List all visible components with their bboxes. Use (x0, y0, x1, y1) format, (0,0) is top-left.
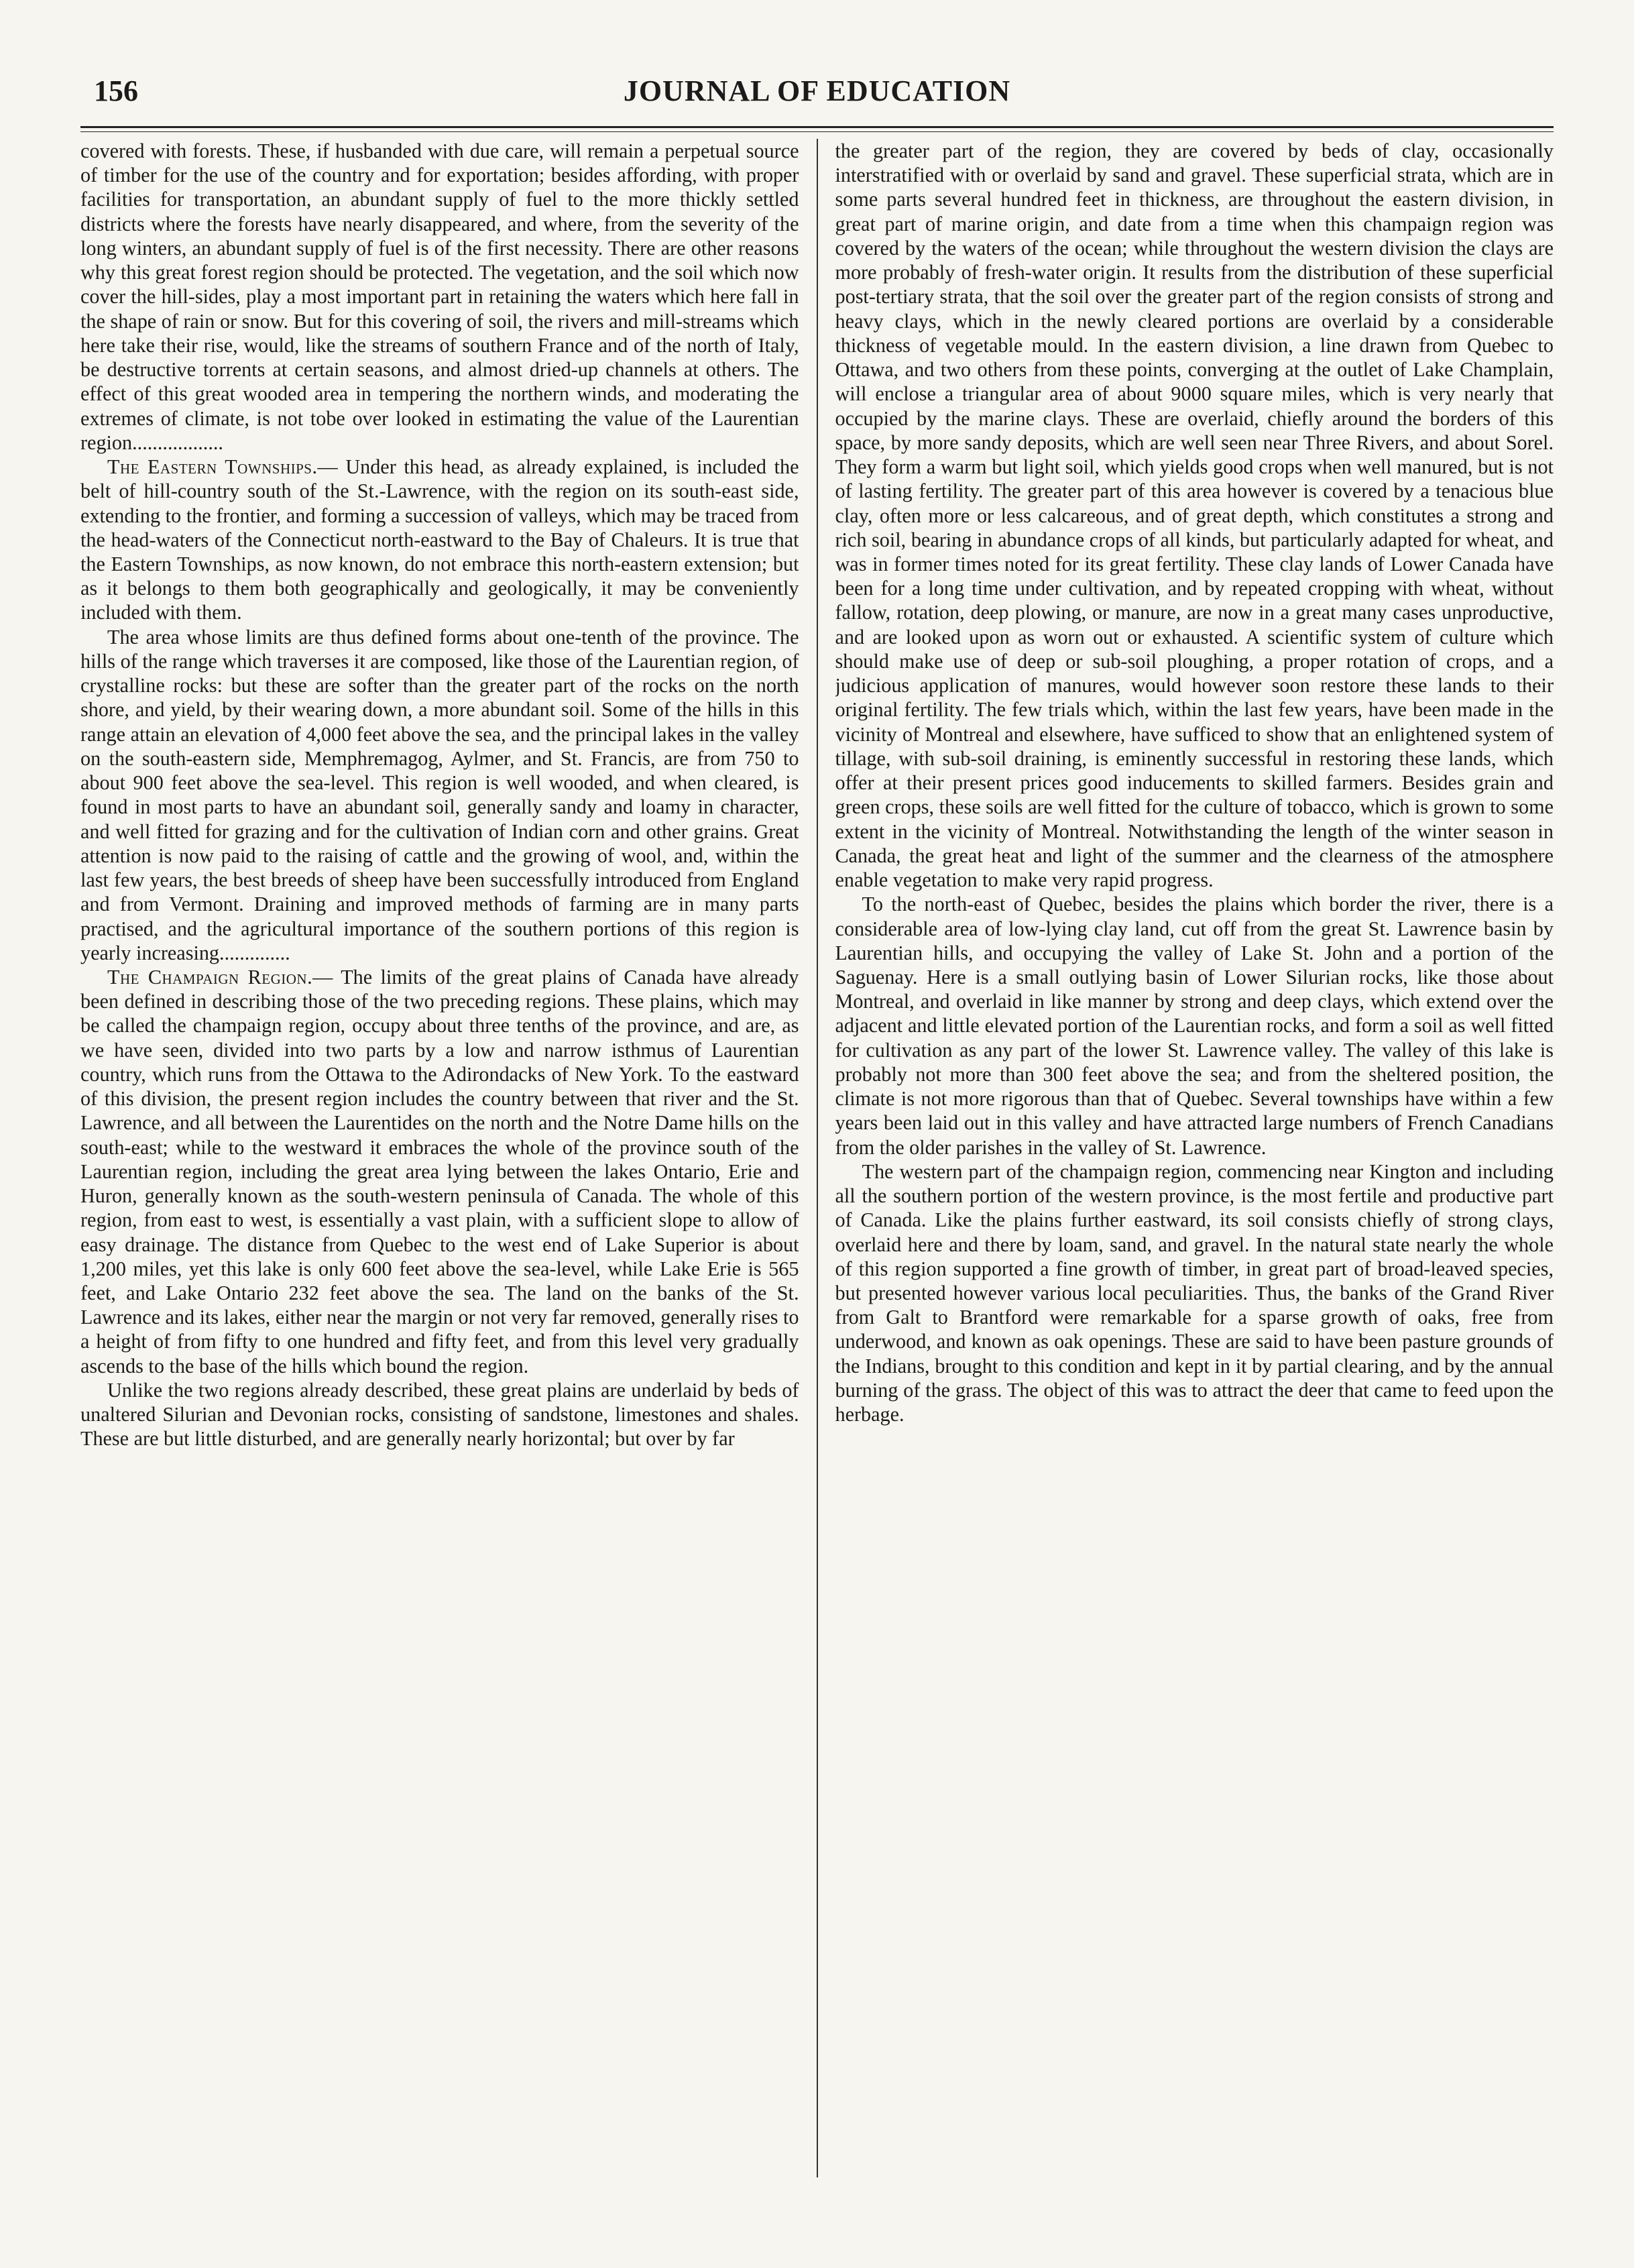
header-rule-thin (80, 131, 1554, 132)
paragraph: Unlike the two regions already described, these great plains are underlaid by beds of unaltered Silurian and Devonian rocks, consisting of sandstone, limestones and shales. These are but little disturbed, and are generally nearly horizontal; but over by far (80, 1378, 799, 1451)
text-columns (80, 139, 1554, 2177)
page-number: 156 (94, 74, 138, 107)
left-column (80, 139, 799, 2177)
paragraph-body: — Under this head, as already explained, is included the belt of hill-country south of the St.-Lawrence, with the region on its south-east side, extending to the frontier, and forming a succession of valleys, which may be traced from the head-waters of the Connecticut north-eastward to the Bay of Chaleurs. It is true that the Eastern Townships, as now known, do not embrace this north-eastern extension; but as it belongs to them both geographically and geologically, it may be conveniently included with them. (80, 455, 799, 624)
paragraph (80, 965, 799, 1378)
header-rule (80, 126, 1554, 128)
paragraph (80, 455, 799, 625)
section-heading: The Eastern Townships. (107, 455, 318, 479)
journal-title: JOURNAL OF EDUCATION (623, 74, 1011, 107)
right-column (835, 139, 1554, 2177)
paragraph: the greater part of the region, they are covered by beds of clay, occasionally interstratified with or overlaid by sand and gravel. These superficial strata, which are in some parts several hundred feet in thickness, are throughout the eastern division, in great part of marine origin, and date from a time when this champaign region was covered by the waters of the ocean; while throughout the western division the clays are more probably of fresh-water origin. It results from the distribution of these superficial post-tertiary strata, that the soil over the greater part of the region consists of strong and heavy clays, which in the newly cleared portions are overlaid by a considerable thickness of vegetable mould. In the eastern division, a line drawn from Quebec to Ottawa, and two others from these points, converging at the outlet of Lake Champlain, will enclose a triangular area of about 9000 square miles, which is very nearly that occupied by the marine clays. These are overlaid, chiefly around the borders of this space, by more sandy deposits, which are well seen near Three Rivers, and about Sorel. They form a warm but light soil, which yields good crops when well manured, but is not of lasting fertility. The greater part of this area however is covered by a tenacious blue clay, often more or less calcareous, and of great depth, which constitutes a strong and rich soil, bearing in abundance crops of all kinds, but particularly adapted for wheat, and was in former times noted for its great fertility. These clay lands of Lower Canada have been for a long time under cultivation, and by repeated cropping with wheat, without fallow, rotation, deep plowing, or manure, are now in a great many cases unproductive, and are looked upon as worn out or exhausted. A scientific system of culture which should make use of deep or sub-soil ploughing, a proper rotation of crops, and a judicious application of manures, would however soon restore these lands to their original fertility. The few trials which, within the last few years, have been made in the vicinity of Montreal and elsewhere, have sufficed to show that an enlightened system of tillage, with sub-soil draining, is eminently successful in restoring these lands, which offer at their present prices good inducements to skilled farmers. Besides grain and green crops, these soils are well fitted for the culture of tobacco, which is grown to some extent in the vicinity of Montreal. Notwithstanding the length of the winter season in Canada, the great heat and light of the summer and the clearness of the atmosphere enable vegetation to make very rapid progress. (835, 139, 1554, 892)
paragraph-body: — The limits of the great plains of Canada have already been defined in describing those of the two preceding regions. These plains, which may be called the champaign region, occupy about three tenths of the province, and are, as we have seen, divided into two parts by a low and narrow isthmus of Laurentian country, which runs from the Ottawa to the Adirondacks of New York. To the eastward of this division, the present region includes the country between that river and the St. Lawrence, and all between the Laurentides on the north and the Notre Dame hills on the south-east; while to the westward it embraces the whole of the province south of the Laurentian region, including the great area lying between the lakes Ontario, Erie and Huron, generally known as the south-western peninsula of Canada. The whole of this region, from east to west, is essentially a vast plain, with a sufficient slope to allow of easy drainage. The distance from Quebec to the west end of Lake Superior is about 1,200 miles, yet this lake is only 600 feet above the sea-level, while Lake Erie is 565 feet, and Lake Ontario 232 feet above the sea. The land on the banks of the St. Lawrence and its lakes, either near the margin or not very far removed, generally rises to a height of from fifty to one hundred and fifty feet, and from this level very gradually ascends to the base of the hills which bound the region. (80, 965, 799, 1377)
section-heading: The Champaign Region. (107, 965, 313, 988)
paragraph: The western part of the champaign region, commencing near Kington and including all the southern portion of the western province, is the most fertile and productive part of Canada. Like the plains further eastward, its soil consists chiefly of strong clays, overlaid here and there by loam, sand, and gravel. In the natural state nearly the whole of this region supported a fine growth of timber, in great part of broad-leaved species, but presented however various local peculiarities. Thus, the banks of the Grand River from Galt to Brantford were remarkable for a sparse growth of oaks, free from underwood, and known as oak openings. These are said to have been pasture grounds of the Indians, brought to this condition and kept in it by partial clearing, and by the annual burning of the grass. The object of this was to attract the deer that came to feed upon the herbage. (835, 1159, 1554, 1426)
column-divider (817, 139, 818, 2177)
paragraph: To the north-east of Quebec, besides the plains which border the river, there is a considerable area of low-lying clay land, cut off from the great St. Lawrence basin by Laurentian hills, and occupying the valley of Lake St. John and a portion of the Saguenay. Here is a small outlying basin of Lower Silurian rocks, like those about Montreal, and overlaid in like manner by strong and deep clays, which extend over the adjacent and little elevated portion of the Laurentian rocks, and form a soil as well fitted for cultivation as any part of the lower St. Lawrence valley. The valley of this lake is probably not more than 300 feet above the sea; and from the sheltered position, the climate is not more rigorous than that of Quebec. Several townships have within a few years been laid out in this valley and have attracted large numbers of French Canadians from the older parishes in the valley of St. Lawrence. (835, 893, 1554, 1159)
paragraph: The area whose limits are thus defined forms about one-tenth of the province. The hills of the range which traverses it are composed, like those of the Laurentian region, of crystalline rocks: but these are softer than the greater part of the rocks on the north shore, and yield, by their wearing down, a more abundant soil. Some of the hills in this range attain an elevation of 4,000 feet above the sea, and the principal lakes in the valley on the south-eastern side, Memphremagog, Aylmer, and St. Francis, are from 750 to about 900 feet above the sea-level. This region is well wooded, and when cleared, is found in most parts to have an abundant soil, generally sandy and loamy in character, and well fitted for grazing and for the cultivation of Indian corn and other grains. Great attention is now paid to the raising of cattle and the growing of wool, and, within the last few years, the best breeds of sheep have been successfully introduced from England and from Vermont. Draining and improved methods of farming are in many parts practised, and the agricultural importance of the southern portions of this region is yearly increasing.............. (80, 625, 799, 964)
page-header (80, 67, 1554, 114)
paragraph: covered with forests. These, if husbanded with due care, will remain a perpetual source of timber for the use of the country and for exportation; besides affording, with proper facilities for transportation, an abundant supply of fuel to the more thickly settled districts where the forests have nearly disappeared, and where, from the severity of the long winters, an abundant supply of fuel is of the first necessity. There are other reasons why this great forest region should be protected. The vegetation, and the soil which now cover the hill-sides, play a most important part in retaining the waters which here fall in the shape of rain or snow. But for this covering of soil, the rivers and mill-streams which here take their rise, would, like the streams of southern France and of the north of Italy, be destructive torrents at certain seasons, and almost dried-up channels at others. The effect of this great wooded area in tempering the northern winds, and moderating the extremes of climate, is not tobe over looked in estimating the value of the Laurentian region.................. (80, 139, 799, 454)
